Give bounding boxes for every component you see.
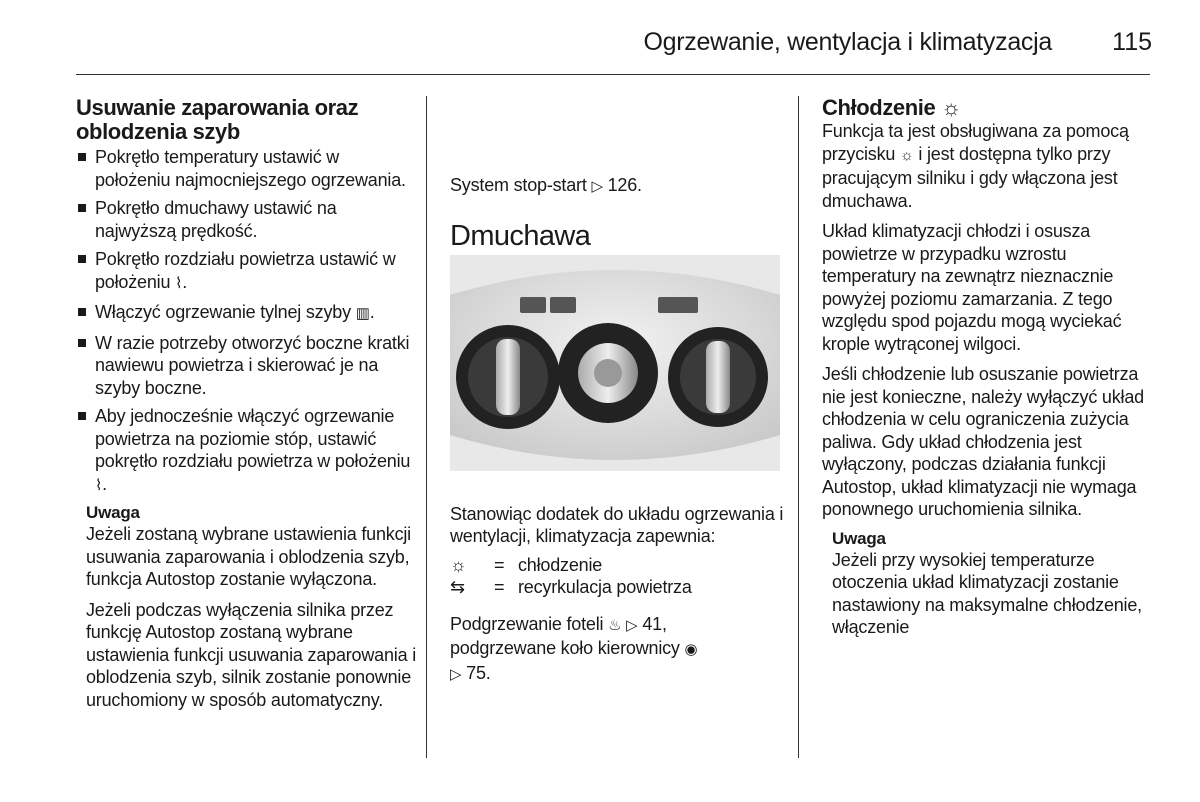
section-heading-cooling: Chłodzenie ☼ — [822, 95, 961, 120]
reference-arrow-icon: ▷ — [591, 178, 603, 195]
list-item: Aby jednocześnie włączyć ogrzewanie powietrza na poziomie stóp, ustawić pokrętło rozdziału powietrza w położeniu ⌇. — [76, 405, 416, 497]
page-header-title: Ogrzewanie, wentylacja i klimatyzacja — [643, 28, 1052, 56]
snowflake-icon: ☼ — [450, 554, 467, 575]
reference-arrow-icon: ▷ — [626, 616, 638, 634]
stop-start-ref: System stop-start ▷ 126. — [450, 175, 642, 195]
note-block — [76, 503, 416, 711]
paragraph: Funkcja ta jest obsługiwana za pomocą przycisku ☼ i jest dostępna tylko przy pracującym silniku i gdy włączona jest dmuchawa. — [822, 121, 1129, 211]
snowflake-icon: ☼ — [900, 146, 914, 164]
windshield-airflow-icon: ⌇ — [175, 274, 183, 292]
note-paragraph: Jeżeli przy wysokiej temperaturze otoczenia układ klimatyzacji zostanie nastawiony na maksymalne chłodzenie, włączenie — [832, 549, 1142, 637]
recirculation-icon: ⇆ — [450, 577, 465, 597]
list-item: Pokrętło dmuchawy ustawić na najwyższą prędkość. — [76, 197, 416, 242]
note-paragraph: Jeżeli podczas wyłączenia silnika przez funkcję Autostop zostaną wybrane ustawienia funkcji usuwania zaparowania i oblodzenia szyb, silnik zostanie ponownie uruchomiony w sposób automatyczny. — [86, 599, 416, 710]
note-block — [822, 529, 1160, 639]
column-left — [76, 96, 416, 711]
defrost-steps — [76, 146, 416, 497]
steering-wheel-heat-icon: ◉ — [684, 641, 698, 658]
column-divider-1 — [426, 96, 427, 758]
section-heading-blower: Dmuchawa — [450, 219, 591, 252]
rear-window-heat-icon: ▥ — [355, 305, 370, 322]
climate-intro: Stanowiąc dodatek do układu ogrzewania i wentylacji, klimatyzacja zapewnia: — [450, 503, 784, 546]
heated-seats-ref: Podgrzewanie foteli ♨ ▷ 41, podgrzewane koło kierownicy ◉ ▷ 75. — [450, 613, 698, 683]
column-middle — [450, 96, 788, 686]
column-right — [822, 96, 1160, 639]
seat-heat-icon: ♨ — [608, 616, 622, 634]
note-title: Uwaga — [86, 503, 140, 522]
legend-row: ⇆ = recyrkulacja powietrza — [450, 577, 692, 597]
list-item: Pokrętło temperatury ustawić w położeniu najmocniejszego ogrzewania. — [76, 146, 416, 191]
list-item: W razie potrzeby otworzyć boczne kratki nawiewu powietrza i skierować je na szyby boczne. — [76, 332, 416, 400]
climate-control-panel-image — [450, 255, 780, 471]
snowflake-icon: ☼ — [941, 95, 961, 120]
note-title: Uwaga — [832, 528, 886, 548]
section-heading-defrost: Usuwanie zaparowania oraz oblodzenia szyb — [76, 95, 359, 144]
list-item: Pokrętło rozdziału powietrza ustawić w położeniu ⌇. — [76, 248, 416, 295]
paragraph: Układ klimatyzacji chłodzi i osusza powietrze w przypadku wzrostu temperatury na zewnątrz nieznacznie powyżej poziomu zamarzania. Z tego względu spod pojazdu mogą wyciekać krople wytrąconej wilgoci. — [822, 221, 1122, 354]
paragraph: Jeśli chłodzenie lub osuszanie powietrza nie jest konieczne, należy wyłączyć układ chłodzenia w celu ograniczenia zużycia paliwa. Gdy układ chłodzenia jest wyłączony, podczas działania funkcji Autostop, układ klimatyzacji nie wymaga ponownego uruchomienia silnika. — [822, 364, 1144, 519]
list-item: Włączyć ogrzewanie tylnej szyby ▥. — [76, 301, 416, 326]
page-number: 115 — [1112, 28, 1152, 56]
note-paragraph: Jeżeli zostaną wybrane ustawienia funkcji usuwania zaparowania i oblodzenia szyb, funkcja Autostop zostanie wyłączona. — [86, 524, 411, 589]
reference-arrow-icon: ▷ — [450, 665, 462, 683]
column-divider-2 — [798, 96, 799, 758]
windshield-feet-airflow-icon: ⌇ — [95, 476, 103, 494]
legend-row: ☼ = chłodzenie — [450, 554, 603, 575]
header-divider — [76, 74, 1150, 75]
